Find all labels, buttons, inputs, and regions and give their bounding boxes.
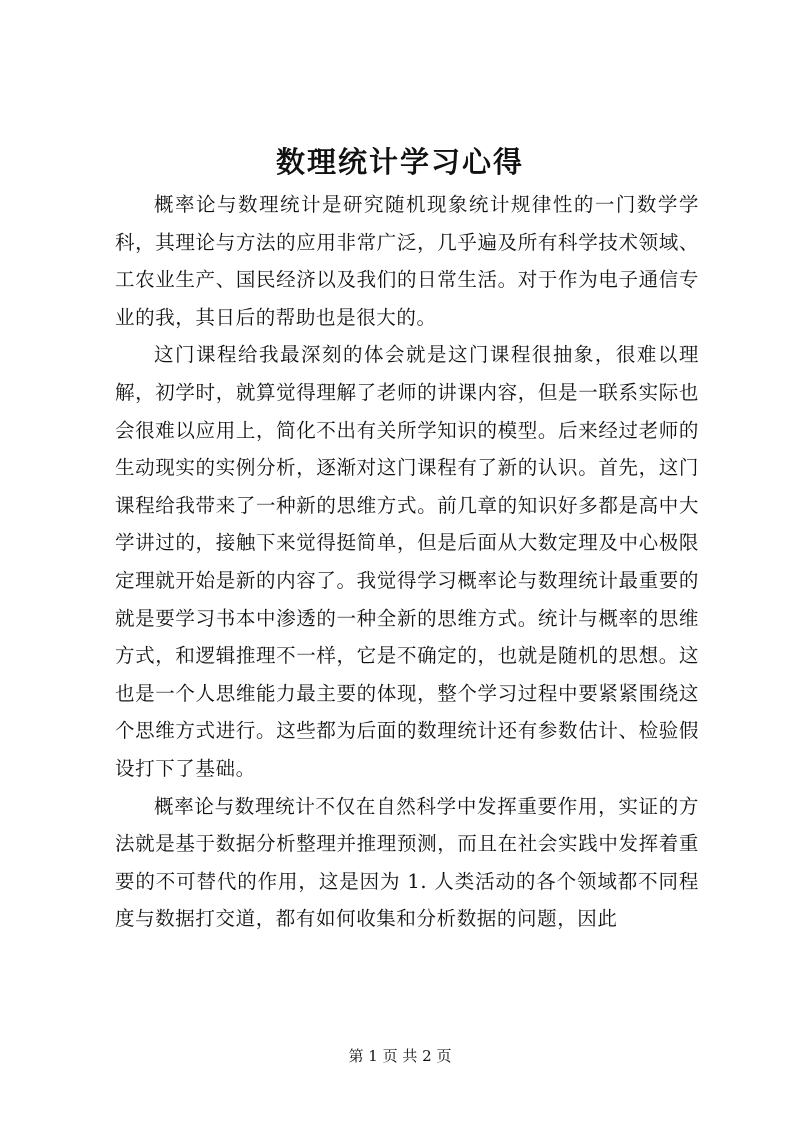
paragraph-2: 这门课程给我最深刻的体会就是这门课程很抽象，很难以理解，初学时，就算觉得理解了老师的讲课内容，但是一联系实际也会很难以应用上，简化不出有关所学知识的模型。后来经过老师的生动现实的实例分析，逐渐对这门课程有了新的认识。首先，这门课程给我带来了一种新的思维方式。前几章的知识好多都是高中大学讲过的，接触下来觉得挺简单，但是后面从大数定理及中心极限定理就开始是新的内容了。我觉得学习概率论与数理统计最重要的就是要学习书本中渗透的一种全新的思维方式。统计与概率的思维方式，和逻辑推理不一样，它是不确定的，也就是随机的思想。这也是一个人思维能力最主要的体现，整个学习过程中要紧紧围绕这个思维方式进行。这些都为后面的数理统计还有参数估计、检验假设打下了基础。 bbox=[115, 343, 699, 780]
document-body bbox=[115, 186, 699, 938]
document-title: 数理统计学习心得 bbox=[275, 145, 524, 179]
paragraph-1: 概率论与数理统计是研究随机现象统计规律性的一门数学学科，其理论与方法的应用非常广泛，几乎遍及所有科学技术领域、工农业生产、国民经济以及我们的日常生活。对于作为电子通信专业的我，其日后的帮助也是很大的。 bbox=[115, 193, 699, 329]
paragraph-3: 概率论与数理统计不仅在自然科学中发挥重要作用，实证的方法就是基于数据分析整理并推理预测，而且在社会实践中发挥着重要的不可替代的作用，这是因为 1. 人类活动的各个领域都不同程度与数据打交道，都有如何收集和分析数据的问题，因此 bbox=[115, 794, 699, 931]
page-number-footer: 第 1 页 共 2 页 bbox=[348, 1047, 452, 1065]
